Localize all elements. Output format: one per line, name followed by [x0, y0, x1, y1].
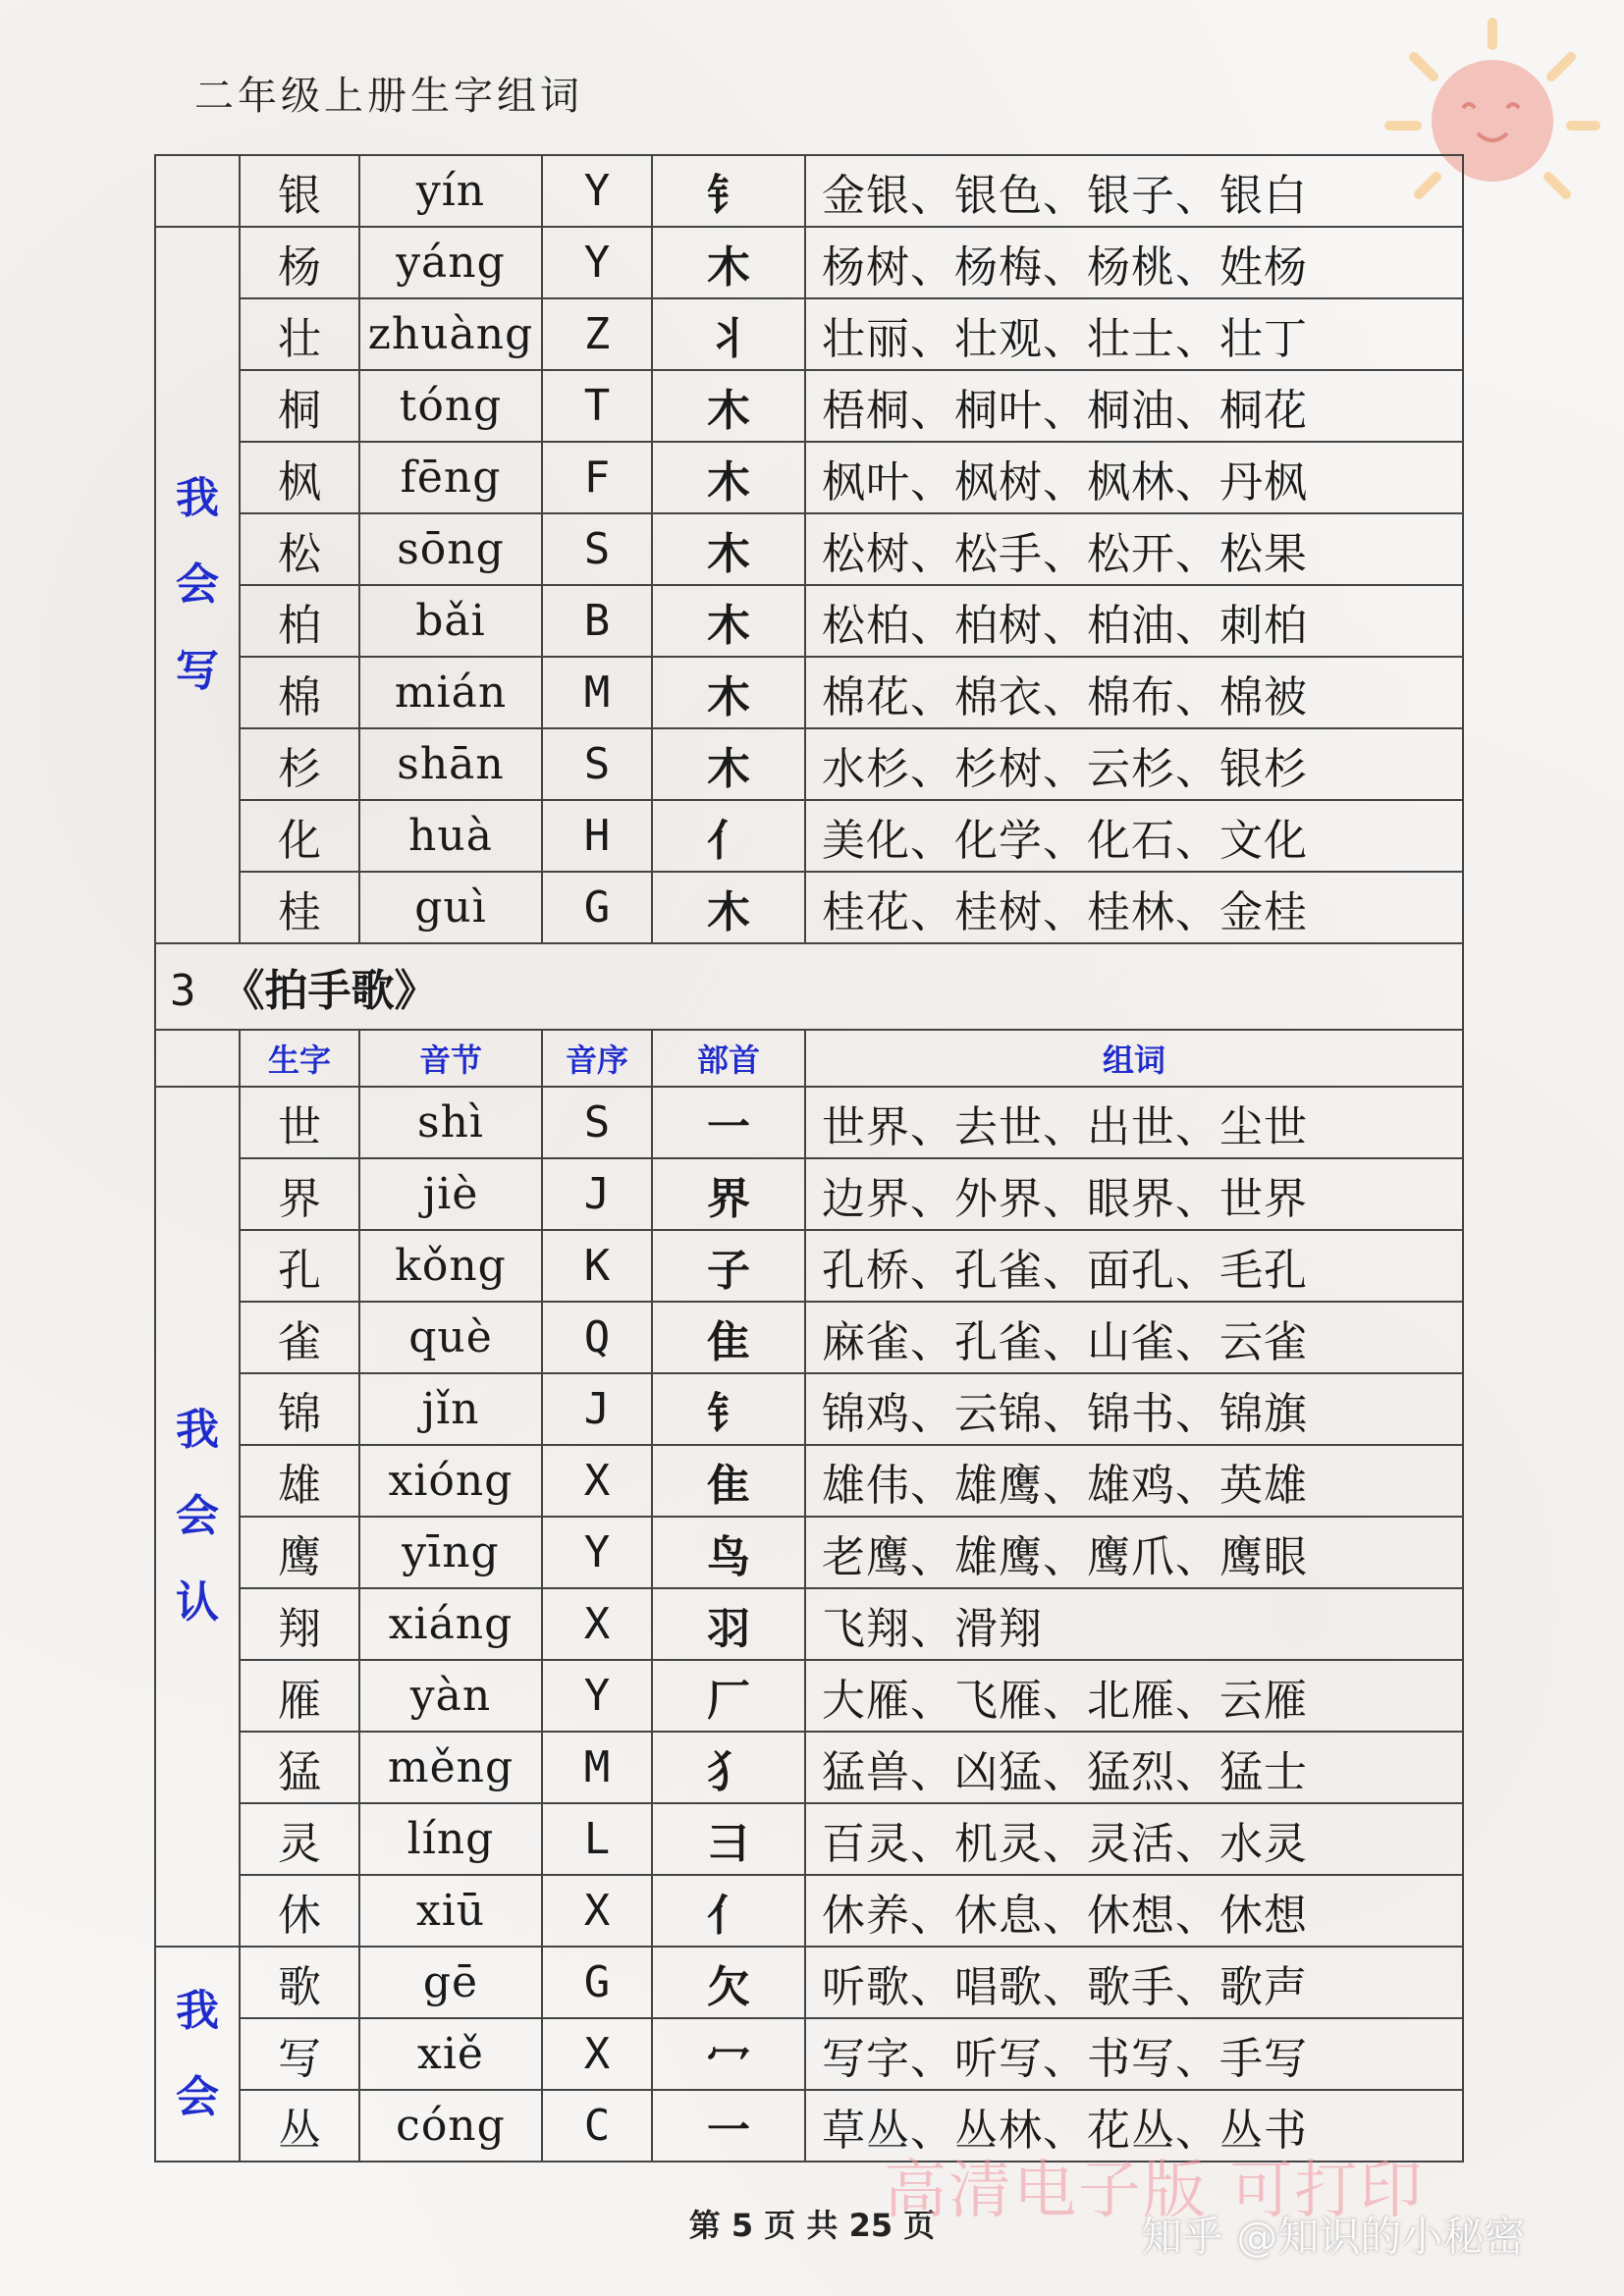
- character-cell: 鹰: [240, 1517, 359, 1588]
- words-cell: 老鹰、雄鹰、鹰爪、鹰眼: [805, 1517, 1463, 1588]
- order-letter-cell: X: [542, 1445, 652, 1517]
- radical-cell: 木: [652, 657, 805, 728]
- words-cell: 杨树、杨梅、杨桃、姓杨: [805, 227, 1463, 298]
- order-letter-cell: C: [542, 2090, 652, 2162]
- words-cell: 水杉、杉树、云杉、银杉: [805, 728, 1463, 800]
- pinyin-cell: xiū: [359, 1875, 542, 1947]
- table-row: [155, 585, 1463, 657]
- order-letter-cell: F: [542, 442, 652, 513]
- group-label: [155, 227, 240, 943]
- radical-cell: 鸟: [652, 1517, 805, 1588]
- words-cell: 听歌、唱歌、歌手、歌声: [805, 1947, 1463, 2018]
- words-cell: 麻雀、孔雀、山雀、云雀: [805, 1302, 1463, 1373]
- group-label-char: 我: [176, 473, 219, 523]
- lesson-name: 《拍手歌》: [221, 966, 438, 1016]
- character-cell: 孔: [240, 1230, 359, 1302]
- lesson-number: 3: [170, 966, 196, 1016]
- page-footer: 第 5 页 共 25 页: [688, 2207, 936, 2244]
- table-body: [155, 155, 1463, 2162]
- pinyin-cell: yīng: [359, 1517, 542, 1588]
- words-cell: 桂花、桂树、桂林、金桂: [805, 872, 1463, 943]
- pinyin-cell: shān: [359, 728, 542, 800]
- table-row: [155, 1947, 1463, 2018]
- order-letter-cell: Y: [542, 227, 652, 298]
- order-letter-cell: T: [542, 370, 652, 442]
- pinyin-cell: guì: [359, 872, 542, 943]
- radical-cell: 欠: [652, 1947, 805, 2018]
- character-cell: 界: [240, 1158, 359, 1230]
- pinyin-cell: jiè: [359, 1158, 542, 1230]
- order-letter-cell: H: [542, 800, 652, 872]
- character-cell: 枫: [240, 442, 359, 513]
- words-cell: 松柏、柏树、柏油、刺柏: [805, 585, 1463, 657]
- table-row: [155, 872, 1463, 943]
- words-cell: 棉花、棉衣、棉布、棉被: [805, 657, 1463, 728]
- radical-cell: 犭: [652, 1732, 805, 1803]
- words-cell: 松树、松手、松开、松果: [805, 513, 1463, 585]
- character-cell: 雀: [240, 1302, 359, 1373]
- radical-cell: 木: [652, 585, 805, 657]
- group-label-char: 认: [176, 1577, 219, 1628]
- order-letter-cell: X: [542, 1875, 652, 1947]
- radical-cell: 木: [652, 227, 805, 298]
- words-cell: 枫叶、枫树、枫林、丹枫: [805, 442, 1463, 513]
- character-cell: 丛: [240, 2090, 359, 2162]
- words-cell: 百灵、机灵、灵活、水灵: [805, 1803, 1463, 1875]
- order-letter-cell: S: [542, 513, 652, 585]
- character-cell: 锦: [240, 1373, 359, 1445]
- group-label-char: 会: [176, 560, 219, 610]
- words-cell: 休养、休息、休想、休想: [805, 1875, 1463, 1947]
- group-label-char: 会: [176, 2071, 219, 2122]
- table-row: [155, 1732, 1463, 1803]
- radical-cell: 木: [652, 872, 805, 943]
- order-letter-cell: B: [542, 585, 652, 657]
- table-row: [155, 1302, 1463, 1373]
- pinyin-cell: xiě: [359, 2018, 542, 2090]
- pinyin-cell: xiáng: [359, 1588, 542, 1660]
- lesson-title: [155, 943, 1463, 1030]
- table-row: [155, 800, 1463, 872]
- order-letter-cell: G: [542, 1947, 652, 2018]
- pinyin-cell: yín: [359, 155, 542, 227]
- pinyin-cell: shì: [359, 1087, 542, 1158]
- order-letter-cell: G: [542, 872, 652, 943]
- pinyin-cell: cóng: [359, 2090, 542, 2162]
- order-letter-cell: Y: [542, 1660, 652, 1732]
- radical-cell: 丬: [652, 298, 805, 370]
- pinyin-cell: fēng: [359, 442, 542, 513]
- order-letter-cell: S: [542, 1087, 652, 1158]
- pinyin-cell: zhuàng: [359, 298, 542, 370]
- pinyin-cell: sōng: [359, 513, 542, 585]
- character-cell: 化: [240, 800, 359, 872]
- character-cell: 写: [240, 2018, 359, 2090]
- table-row: [155, 442, 1463, 513]
- pinyin-cell: líng: [359, 1803, 542, 1875]
- character-cell: 杉: [240, 728, 359, 800]
- character-cell: 桂: [240, 872, 359, 943]
- radical-cell: 木: [652, 513, 805, 585]
- table-row: [155, 513, 1463, 585]
- radical-cell: 一: [652, 1087, 805, 1158]
- table-row: [155, 728, 1463, 800]
- column-header-radical: 部首: [652, 1030, 805, 1087]
- table-row: [155, 298, 1463, 370]
- pinyin-cell: jǐn: [359, 1373, 542, 1445]
- radical-cell: 彐: [652, 1803, 805, 1875]
- order-letter-cell: X: [542, 2018, 652, 2090]
- header-blank-cell: [155, 1030, 240, 1087]
- character-cell: 银: [240, 155, 359, 227]
- character-cell: 猛: [240, 1732, 359, 1803]
- watermark-text: 高清电子版 可打印: [884, 2155, 1425, 2227]
- radical-cell: 一: [652, 2090, 805, 2162]
- words-cell: 锦鸡、云锦、锦书、锦旗: [805, 1373, 1463, 1445]
- radical-cell: 隹: [652, 1445, 805, 1517]
- words-cell: 大雁、飞雁、北雁、云雁: [805, 1660, 1463, 1732]
- words-cell: 飞翔、滑翔: [805, 1588, 1463, 1660]
- order-letter-cell: M: [542, 1732, 652, 1803]
- lesson-title-row: [155, 943, 1463, 1030]
- character-cell: 休: [240, 1875, 359, 1947]
- table-row: [155, 1373, 1463, 1445]
- character-cell: 棉: [240, 657, 359, 728]
- order-letter-cell: X: [542, 1588, 652, 1660]
- table-row: [155, 1158, 1463, 1230]
- order-letter-cell: L: [542, 1803, 652, 1875]
- character-cell: 灵: [240, 1803, 359, 1875]
- radical-cell: 亻: [652, 1875, 805, 1947]
- table-row: [155, 1230, 1463, 1302]
- radical-cell: 厂: [652, 1660, 805, 1732]
- pinyin-cell: tóng: [359, 370, 542, 442]
- table-row: [155, 1660, 1463, 1732]
- pinyin-cell: huà: [359, 800, 542, 872]
- table-row: [155, 1803, 1463, 1875]
- character-cell: 翔: [240, 1588, 359, 1660]
- group-label: [155, 1947, 240, 2162]
- column-header-words: 组词: [805, 1030, 1463, 1087]
- order-letter-cell: Z: [542, 298, 652, 370]
- radical-cell: 亻: [652, 800, 805, 872]
- table-row: [155, 1517, 1463, 1588]
- pinyin-cell: yàn: [359, 1660, 542, 1732]
- table-row: [155, 155, 1463, 227]
- character-cell: 世: [240, 1087, 359, 1158]
- order-letter-cell: M: [542, 657, 652, 728]
- table-row: [155, 1875, 1463, 1947]
- radical-cell: 钅: [652, 155, 805, 227]
- words-cell: 写字、听写、书写、手写: [805, 2018, 1463, 2090]
- pinyin-cell: bǎi: [359, 585, 542, 657]
- order-letter-cell: Q: [542, 1302, 652, 1373]
- pinyin-cell: què: [359, 1302, 542, 1373]
- words-cell: 美化、化学、化石、文化: [805, 800, 1463, 872]
- character-cell: 柏: [240, 585, 359, 657]
- radical-cell: 木: [652, 442, 805, 513]
- character-cell: 桐: [240, 370, 359, 442]
- character-cell: 松: [240, 513, 359, 585]
- group-label-char: 会: [176, 1491, 219, 1541]
- character-cell: 壮: [240, 298, 359, 370]
- column-header-char: 生字: [240, 1030, 359, 1087]
- pinyin-cell: gē: [359, 1947, 542, 2018]
- radical-cell: 冖: [652, 2018, 805, 2090]
- pinyin-cell: yáng: [359, 227, 542, 298]
- character-cell: 雁: [240, 1660, 359, 1732]
- radical-cell: 子: [652, 1230, 805, 1302]
- table-row: [155, 227, 1463, 298]
- group-label: [155, 155, 240, 227]
- words-cell: 孔桥、孔雀、面孔、毛孔: [805, 1230, 1463, 1302]
- radical-cell: 界: [652, 1158, 805, 1230]
- words-cell: 雄伟、雄鹰、雄鸡、英雄: [805, 1445, 1463, 1517]
- group-label-char: 写: [176, 646, 219, 696]
- pinyin-cell: měng: [359, 1732, 542, 1803]
- character-cell: 歌: [240, 1947, 359, 2018]
- character-cell: 杨: [240, 227, 359, 298]
- column-header-pinyin: 音节: [359, 1030, 542, 1087]
- order-letter-cell: J: [542, 1373, 652, 1445]
- character-cell: 雄: [240, 1445, 359, 1517]
- words-cell: 猛兽、凶猛、猛烈、猛士: [805, 1732, 1463, 1803]
- order-letter-cell: Y: [542, 1517, 652, 1588]
- table-row: [155, 1588, 1463, 1660]
- table-row: [155, 1445, 1463, 1517]
- words-cell: 世界、去世、出世、尘世: [805, 1087, 1463, 1158]
- column-header-order: 音序: [542, 1030, 652, 1087]
- order-letter-cell: Y: [542, 155, 652, 227]
- words-cell: 草丛、丛林、花丛、丛书: [805, 2090, 1463, 2162]
- words-cell: 梧桐、桐叶、桐油、桐花: [805, 370, 1463, 442]
- radical-cell: 羽: [652, 1588, 805, 1660]
- document-title: 二年级上册生字组词: [194, 74, 583, 119]
- characters-table: [154, 154, 1464, 2163]
- order-letter-cell: J: [542, 1158, 652, 1230]
- radical-cell: 木: [652, 370, 805, 442]
- credit-text: 知乎 @知识的小秘密: [1141, 2213, 1526, 2261]
- radical-cell: 钅: [652, 1373, 805, 1445]
- table-row: [155, 2018, 1463, 2090]
- order-letter-cell: K: [542, 1230, 652, 1302]
- column-header-row: [155, 1030, 1463, 1087]
- pinyin-cell: mián: [359, 657, 542, 728]
- group-label-char: 我: [176, 1985, 219, 2036]
- radical-cell: 隹: [652, 1302, 805, 1373]
- group-label: [155, 1087, 240, 1947]
- words-cell: 边界、外界、眼界、世界: [805, 1158, 1463, 1230]
- pinyin-cell: kǒng: [359, 1230, 542, 1302]
- words-cell: 壮丽、壮观、壮士、壮丁: [805, 298, 1463, 370]
- pinyin-cell: xióng: [359, 1445, 542, 1517]
- order-letter-cell: S: [542, 728, 652, 800]
- table-row: [155, 370, 1463, 442]
- table-row: [155, 1087, 1463, 1158]
- radical-cell: 木: [652, 728, 805, 800]
- table-row: [155, 657, 1463, 728]
- words-cell: 金银、银色、银子、银白: [805, 155, 1463, 227]
- group-label-char: 我: [176, 1405, 219, 1455]
